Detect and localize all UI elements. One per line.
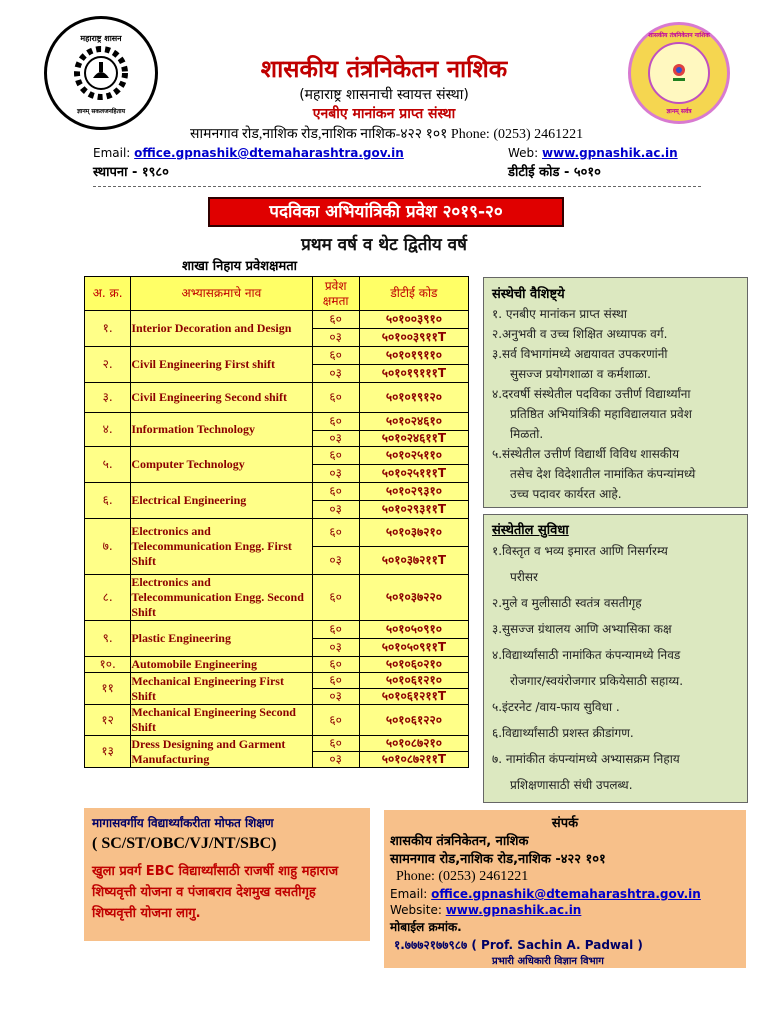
intake-value: ६० (312, 483, 359, 501)
serial-number: ९. (85, 621, 131, 657)
admission-banner: पदविका अभियांत्रिकी प्रवेश २०१९-२० (208, 197, 564, 227)
course-name: Electronics and Telecommunication Engg. Second Shift (131, 575, 312, 621)
serial-number: १३ (85, 736, 131, 768)
contact-email-link[interactable]: office.gpnashik@dtemaharashtra.gov.in (431, 887, 701, 901)
table-row (85, 483, 469, 501)
table-row (85, 575, 469, 621)
serial-number: ५. (85, 447, 131, 483)
left-logo-top-text: महाराष्ट्र शासन (80, 34, 122, 43)
web-label: Web: (508, 146, 539, 160)
dte-code-value: ५०१०८७२११T (359, 752, 468, 768)
facilities-title: संस्थेतील सुविधा (492, 523, 569, 538)
serial-number: १. (85, 311, 131, 347)
contact-designation: प्रभारी अधिकारी विज्ञान विभाग (492, 956, 604, 967)
col-sr: अ. क्र. (85, 277, 131, 311)
serial-number: ११ (85, 673, 131, 705)
intake-value: ६० (312, 575, 359, 621)
contact-email-row (390, 887, 746, 901)
facility-item: ४.विद्यार्थ्यांसाठी नामांकित कंपन्यामध्ये निवड (492, 648, 681, 662)
features-title: संस्थेची वैशिष्ट्ये (492, 287, 565, 302)
table-row (85, 673, 469, 689)
header-divider (93, 186, 701, 187)
intake-value: ०३ (312, 465, 359, 483)
dte-code: डीटीई कोड - ५०१० (508, 165, 601, 180)
course-name: Computer Technology (131, 447, 312, 483)
dte-code-value: ५०१०२४६१० (359, 413, 468, 431)
right-logo-top-text: शासकीय तंत्रनिकेतन नाशिक (648, 32, 710, 39)
feature-item: २.अनुभवी व उच्च शिक्षित अध्यापक वर्ग. (492, 327, 668, 341)
dte-code-value: ५०१०३७२१० (359, 519, 468, 547)
contact-website-label: Website: (390, 903, 442, 917)
course-name: Dress Designing and Garment Manufacturing (131, 736, 312, 768)
table-row (85, 413, 469, 431)
feature-item: तसेच देश विदेशातील नामांकित कंपन्यांमध्ये (510, 467, 696, 481)
intake-value: ०३ (312, 501, 359, 519)
course-name: Information Technology (131, 413, 312, 447)
dte-code-value: ५०१०५०९१० (359, 621, 468, 639)
accreditation-line: एनबीए मानांकन प्राप्त संस्था (312, 106, 456, 122)
courses-table (84, 276, 469, 768)
course-name: Interior Decoration and Design (131, 311, 312, 347)
course-name: Mechanical Engineering Second Shift (131, 705, 312, 736)
facility-item: प्रशिक्षणासाठी संधी उपलब्ध. (510, 778, 633, 792)
intake-value: ६० (312, 736, 359, 752)
dte-code-value: ५०१०२९३११T (359, 501, 468, 519)
feature-item: प्रतिष्ठित अभियांत्रिकी महाविद्यालयात प्रवेश (510, 407, 692, 421)
table-row (85, 383, 469, 413)
contact-address: सामनगाव रोड,नाशिक रोड,नाशिक -४२२ १०१ (390, 852, 606, 867)
facility-item: ३.सुसज्ज ग्रंथालय आणि अभ्यासिका कक्ष (492, 622, 672, 636)
dte-code-value: ५०१०६१२११T (359, 689, 468, 705)
intake-value: ६० (312, 311, 359, 329)
serial-number: १२ (85, 705, 131, 736)
header-address: सामनगाव रोड,नाशिक रोड,नाशिक नाशिक-४२२ १०१ Phone: (0253) 2461221 (190, 127, 584, 142)
scholarship-title: मागासवर्गीय विद्यार्थ्यांकरीता मोफत शिक्षण (92, 816, 274, 830)
feature-item: १. एनबीए मानांकन प्राप्त संस्था (492, 307, 627, 321)
left-logo-ribbon: ज्ञानम् सकलजनहिताय (76, 108, 126, 115)
dte-code-value: ५०१०२४६११T (359, 431, 468, 447)
feature-item: मिळतो. (510, 427, 544, 441)
serial-number: ८. (85, 575, 131, 621)
scholarship-box (84, 808, 370, 941)
table-row (85, 519, 469, 547)
dte-code-value: ५०१००३९११T (359, 329, 468, 347)
facility-item: परीसर (510, 570, 538, 584)
dte-code-value: ५०१०२५१११T (359, 465, 468, 483)
dte-code-value: ५०१००३९१० (359, 311, 468, 329)
dte-code-value: ५०१०६१२२० (359, 705, 468, 736)
serial-number: २. (85, 347, 131, 383)
features-box (483, 277, 748, 508)
intake-value: ०३ (312, 329, 359, 347)
intake-value: ६० (312, 383, 359, 413)
dte-code-value: ५०१०३७२२० (359, 575, 468, 621)
intake-value: ६० (312, 347, 359, 365)
course-name: Automobile Engineering (131, 657, 312, 673)
intake-value: ६० (312, 657, 359, 673)
dte-code-value: ५०१०५०९११T (359, 639, 468, 657)
table-header-row (85, 277, 469, 311)
intake-value: ०३ (312, 547, 359, 575)
facility-item: रोजगार/स्वयंरोजगार प्रकियेसाठी सहाय्य. (510, 674, 684, 688)
established-year: स्थापना - १९८० (93, 165, 169, 180)
contact-phone: Phone: (0253) 2461221 (396, 869, 529, 884)
right-logo-bottom-text: ज्ञानम् सर्वत्र (666, 108, 692, 115)
dte-code-value: ५०१०८७२१० (359, 736, 468, 752)
col-dte-code: डीटीई कोड (359, 277, 468, 311)
feature-item: उच्च पदावर कार्यरत आहे. (510, 487, 622, 501)
institute-name: शासकीय तंत्रनिकेतन नाशिक (260, 55, 508, 83)
dte-code-value: ५०१०३७२११T (359, 547, 468, 575)
facility-item: ५.इंटरनेट /वाय-फाय सुविधा . (492, 700, 620, 714)
table-row (85, 736, 469, 752)
dte-code-value: ५०१०६१२१० (359, 673, 468, 689)
table-row (85, 621, 469, 639)
course-name: Civil Engineering First shift (131, 347, 312, 383)
intake-value: ६० (312, 673, 359, 689)
serial-number: ४. (85, 413, 131, 447)
intake-value: ०३ (312, 689, 359, 705)
table-row (85, 311, 469, 329)
serial-number: १०. (85, 657, 131, 673)
facility-item: ६.विद्यार्थ्यांसाठी प्रशस्त क्रीडांगण. (492, 726, 634, 740)
course-name: Plastic Engineering (131, 621, 312, 657)
course-name: Electrical Engineering (131, 483, 312, 519)
ebc-scheme-text: खुला प्रवर्ग EBC विद्यार्थ्यांसाठी राजर्षी शाहु महाराज शिष्यवृत्ती योजना व पंजाबराव देशमुख वसतीगृह शिष्यवृत्ती योजना लागु. (92, 864, 339, 921)
dte-code-value: ५०१०१९११० (359, 347, 468, 365)
admission-year-line: प्रथम वर्ष व थेट द्वितीय वर्ष (301, 235, 467, 255)
dte-code-value: ५०१०६०२१० (359, 657, 468, 673)
mobile-number: १.७७७२१७७९८७ ( Prof. Sachin A. Padwal ) (394, 938, 643, 952)
feature-item: ५.संस्थेतील उत्तीर्ण विद्यार्थी विविध शासकीय (492, 447, 680, 461)
course-name: Mechanical Engineering First Shift (131, 673, 312, 705)
feature-item: ४.दरवर्षी संस्थेतील पदविका उत्तीर्ण विद्यार्थ्यांना (492, 387, 691, 401)
serial-number: ७. (85, 519, 131, 575)
course-name: Civil Engineering Second shift (131, 383, 312, 413)
intake-value: ६० (312, 621, 359, 639)
facility-item: २.मुले व मुलीसाठी स्वतंत्र वसतीगृह (492, 596, 642, 610)
intake-value: ६० (312, 447, 359, 465)
header-email-row (93, 146, 404, 160)
feature-item: ३.सर्व विभागांमध्ये अद्ययावत उपकरणांनी (492, 347, 668, 361)
intake-value: ०३ (312, 365, 359, 383)
reserved-categories: ( SC/ST/OBC/VJ/NT/SBC) (92, 835, 277, 852)
table-row (85, 347, 469, 365)
mobile-label: मोबाईल क्रमांक. (390, 920, 462, 934)
facility-item: ७. नामांकीत कंपन्यांमध्ये अभ्यासक्रम निहाय (492, 752, 680, 766)
intake-value: ०३ (312, 752, 359, 768)
col-course-name: अभ्यासक्रमाचे नाव (131, 277, 312, 311)
contact-website-row (390, 903, 746, 917)
course-name: Electronics and Telecommunication Engg. First Shift (131, 519, 312, 575)
institute-subtitle: (महाराष्ट्र शासनाची स्वायत्त संस्था) (299, 87, 469, 103)
dte-code-value: ५०१०२९३१० (359, 483, 468, 501)
email-label: Email: (93, 146, 131, 160)
header-web-link[interactable]: www.gpnashik.ac.in (542, 146, 678, 160)
contact-name: शासकीय तंत्रनिकेतन, नाशिक (390, 834, 529, 849)
col-intake: प्रवेश क्षमता (312, 277, 359, 311)
facility-item: १.विस्तृत व भव्य इमारत आणि निसर्गरम्य (492, 544, 668, 558)
contact-title: संपर्क (551, 816, 579, 831)
intake-value: ६० (312, 705, 359, 736)
contact-box (384, 810, 746, 968)
header-web-row (508, 146, 678, 160)
feature-item: सुसज्ज प्रयोगशाळा व कर्मशाळा. (510, 367, 651, 381)
dte-code-value: ५०१०१९१२० (359, 383, 468, 413)
dte-code-value: ५०१०२५११० (359, 447, 468, 465)
intake-value: ०३ (312, 431, 359, 447)
intake-value: ०३ (312, 639, 359, 657)
contact-website-link[interactable]: www.gpnashik.ac.in (445, 903, 582, 917)
table-caption: शाखा निहाय प्रवेशक्षमता (182, 259, 297, 274)
dte-code-value: ५०१०१९१११T (359, 365, 468, 383)
serial-number: ६. (85, 483, 131, 519)
intake-value: ६० (312, 413, 359, 431)
contact-email-label: Email: (390, 887, 428, 901)
table-row (85, 447, 469, 465)
header-email-link[interactable]: office.gpnashik@dtemaharashtra.gov.in (134, 146, 404, 160)
table-row (85, 705, 469, 736)
table-row (85, 657, 469, 673)
intake-value: ६० (312, 519, 359, 547)
serial-number: ३. (85, 383, 131, 413)
facilities-box (483, 514, 748, 803)
